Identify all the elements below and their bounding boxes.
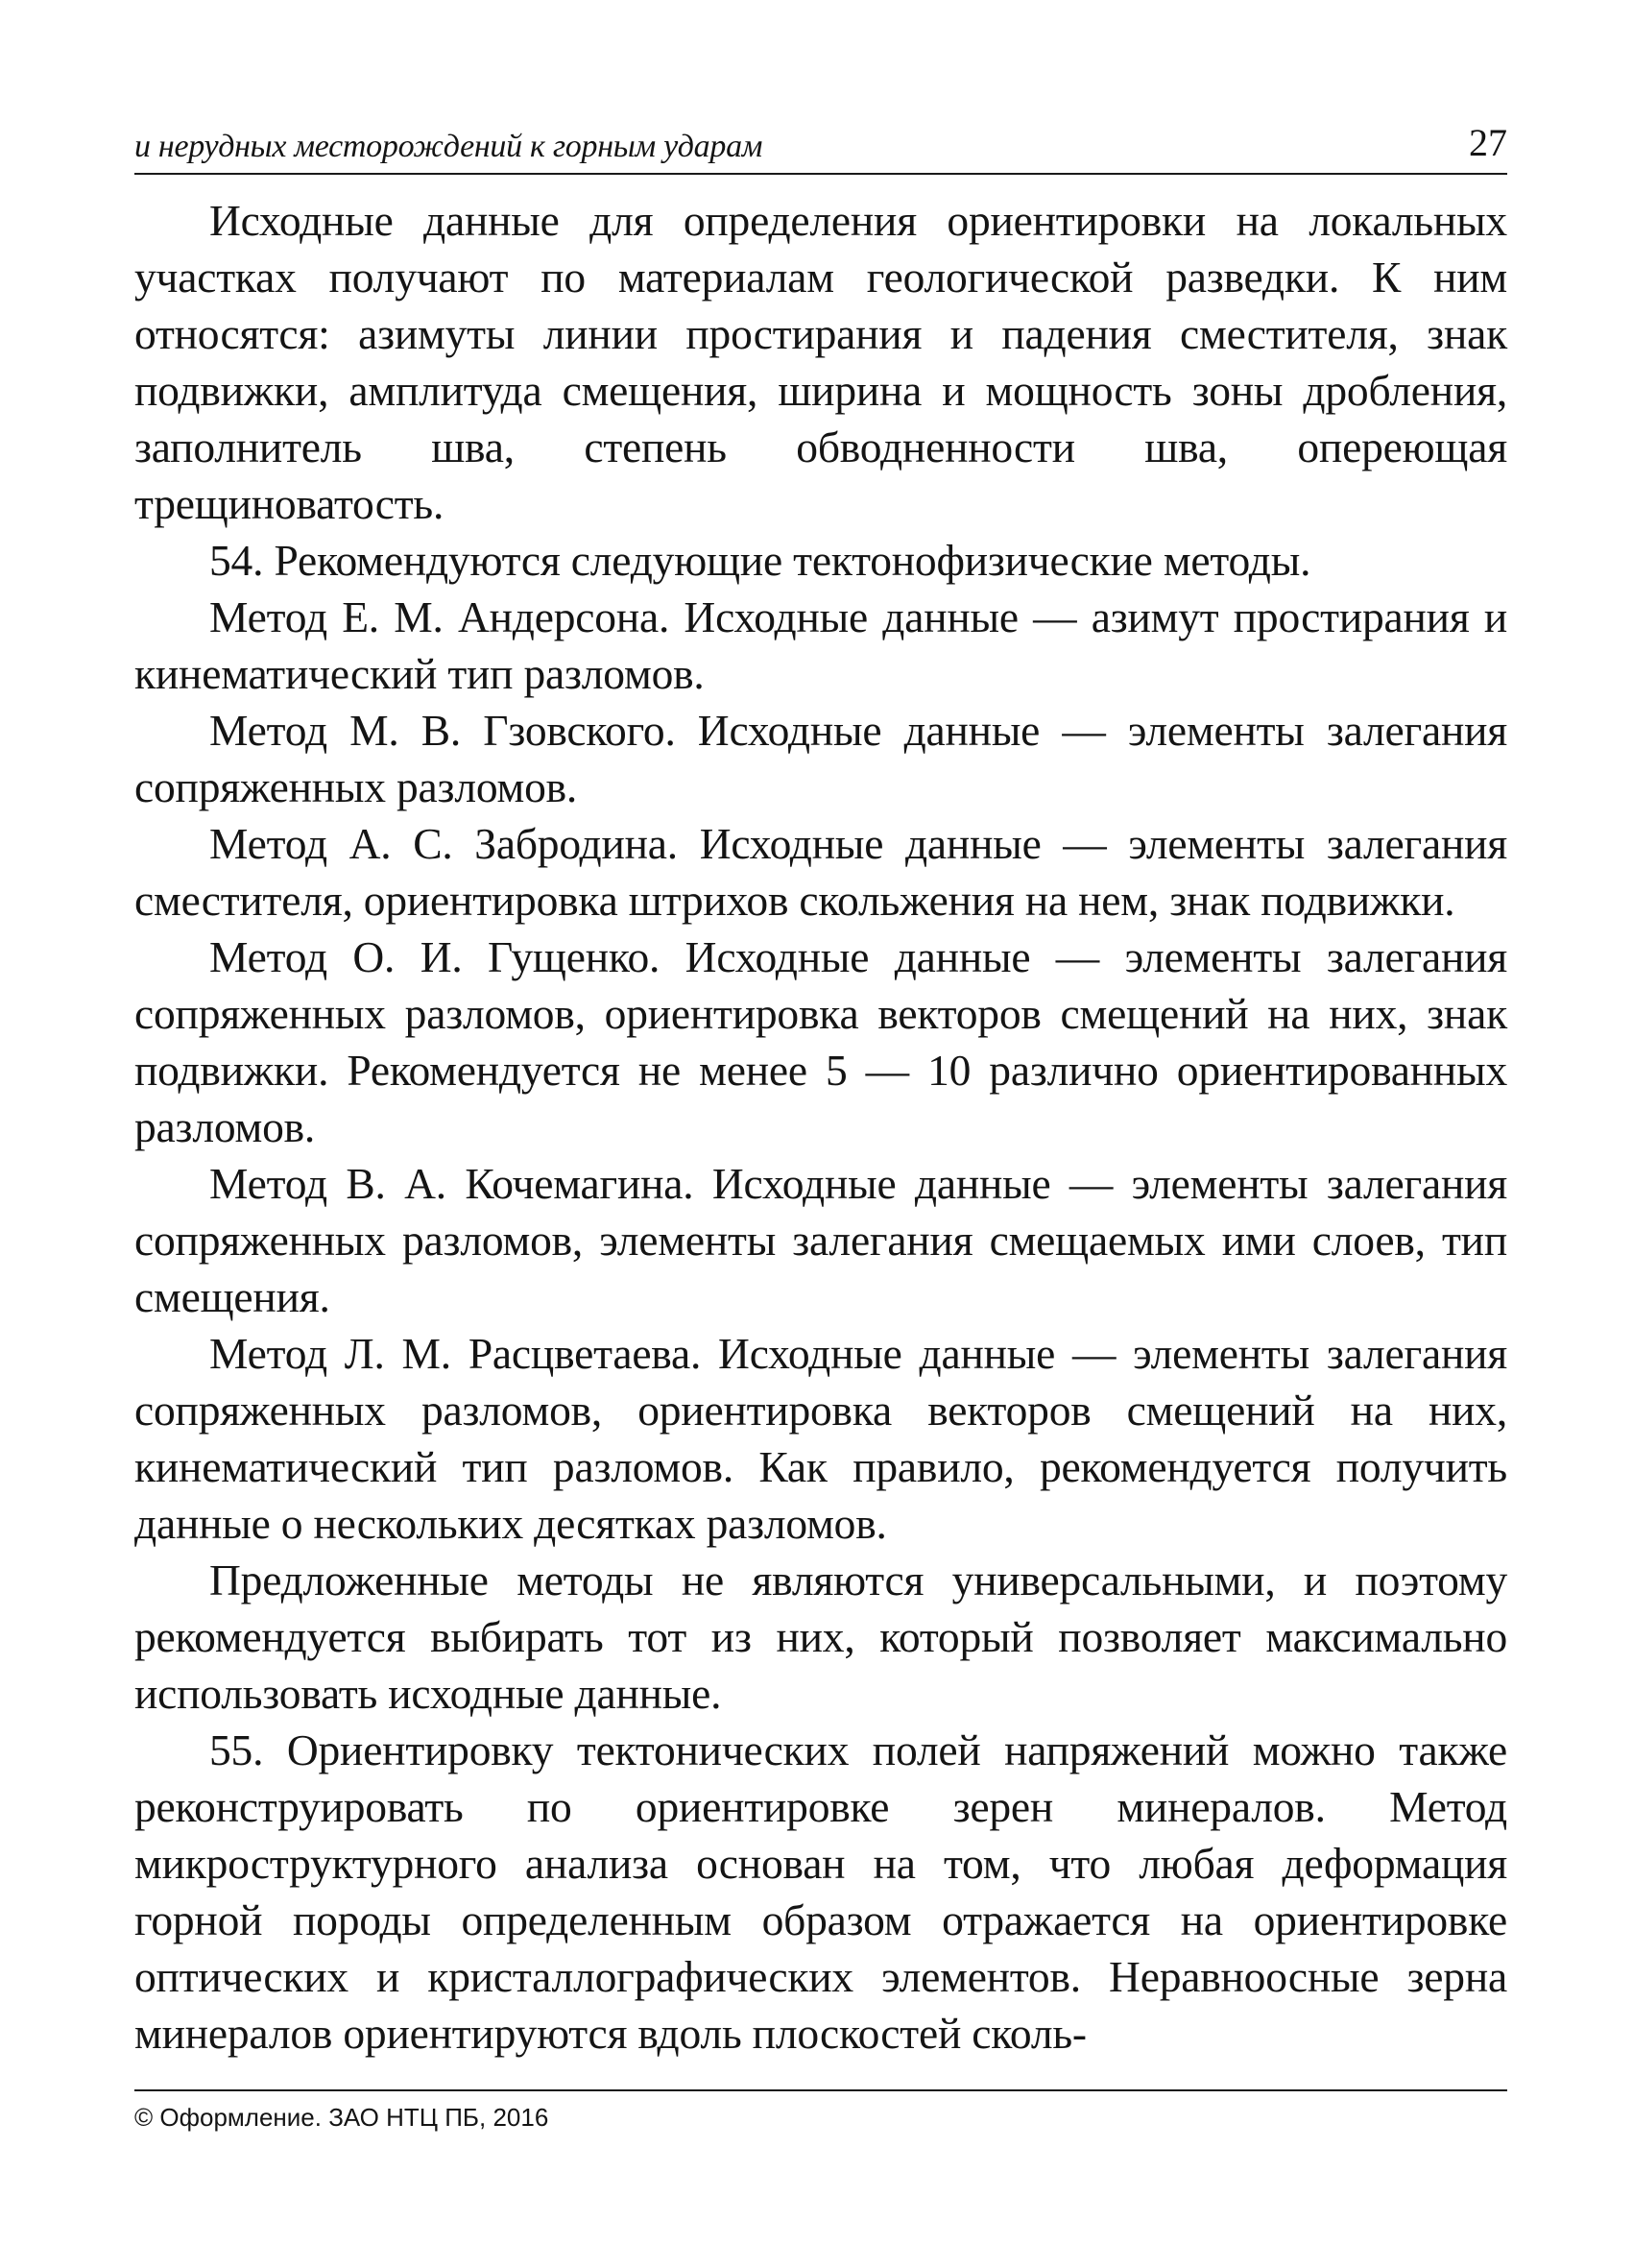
paragraph-source-data: Исходные данные для определения ориентировки на локальных участках получают по материалам геологической разведки. К ним относятся: азимуты линии простирания и падения сместителя, знак подвижки, амплитуда смещения, ширина и мощность зоны дробления, заполнитель шва, степень обводненности шва, опереющая трещиноватость. [134, 196, 1507, 528]
paragraph-method-zabrodin: Метод А. С. Забродина. Исходные данные — элементы залегания сместителя, ориентировка штрихов скольжения на нем, знак подвижки. [134, 819, 1507, 925]
paragraph-method-rastsvetaev: Метод Л. М. Расцветаева. Исходные данные — элементы залегания сопряженных разломов, ориентировка векторов смещений на них, кинематический тип разломов. Как правило, рекомендуется получить данные о нескольких десятках разломов. [134, 1329, 1507, 1548]
paragraph-item-55: 55. Ориентировку тектонических полей напряжений можно также реконструировать по ориентировке зерен минералов. Метод микроструктурного анализа основан на том, что любая деформация горной породы определенным образом отражается на ориентировке оптических и кристаллографических элементов. Неравноосные зерна минералов ориентируются вдоль плоскостей сколь- [134, 1725, 1507, 2058]
running-header [134, 121, 1507, 175]
paragraph-methods-note: Предложенные методы не являются универсальными, и поэтому рекомендуется выбирать тот из них, который позволяет максимально использовать исходные данные. [134, 1556, 1507, 1718]
body-text [134, 192, 1507, 2062]
paragraph-method-anderson: Метод Е. М. Андерсона. Исходные данные — азимут простирания и кинематический тип разломов. [134, 592, 1507, 698]
paragraph-method-gushchenko: Метод О. И. Гущенко. Исходные данные — элементы залегания сопряженных разломов, ориентировка векторов смещений на них, знак подвижки. Рекомендуется не менее 5 — 10 различно ориентированных разломов. [134, 932, 1507, 1151]
paragraph-method-kochemagin: Метод В. А. Кочемагина. Исходные данные — элементы залегания сопряженных разломов, элементы залегания смещаемых ими слоев, тип смещения. [134, 1159, 1507, 1321]
footer-copyright: © Оформление. ЗАО НТЦ ПБ, 2016 [134, 2103, 549, 2132]
page-number: 27 [1469, 121, 1507, 164]
running-title: и нерудных месторождений к горным ударам [134, 129, 763, 164]
footer-rule [134, 2089, 1507, 2091]
paragraph-method-gzovsky: Метод М. В. Гзовского. Исходные данные — элементы залегания сопряженных разломов. [134, 706, 1507, 811]
paragraph-item-54: 54. Рекомендуются следующие тектонофизические методы. [209, 536, 1311, 585]
